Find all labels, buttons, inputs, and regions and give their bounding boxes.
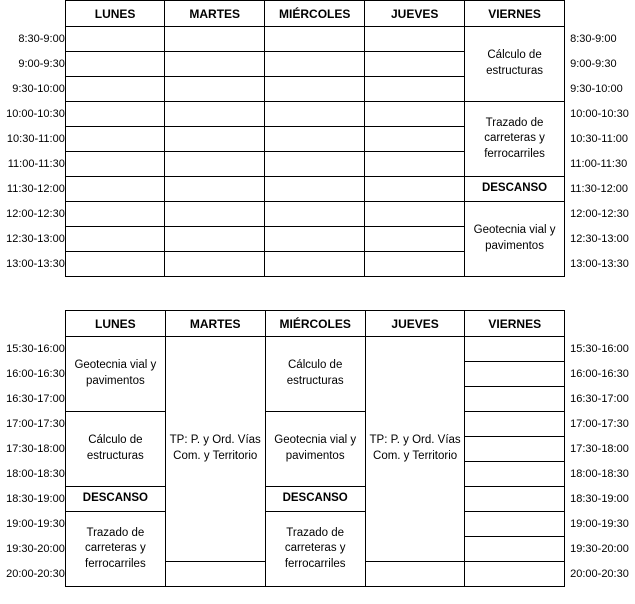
class-cell[interactable]: Trazado de carreteras y ferrocarriles — [65, 512, 165, 587]
day-header: LUNES — [65, 311, 165, 337]
time-label-left: 16:30-17:00 — [6, 393, 65, 405]
empty-cell — [365, 227, 465, 252]
time-label-left: 8:30-9:00 — [18, 33, 65, 45]
day-header: MIÉRCOLES — [265, 1, 365, 27]
empty-cell — [465, 337, 565, 362]
class-cell[interactable]: TP: P. y Ord. Vías Com. y Territorio — [365, 337, 465, 562]
empty-cell — [265, 52, 365, 77]
timetable-row — [0, 102, 635, 127]
empty-cell — [265, 252, 365, 277]
time-label-right: 18:00-18:30 — [570, 468, 629, 480]
afternoon-timetable — [0, 310, 635, 587]
time-label-left: 9:30-10:00 — [12, 83, 65, 95]
empty-cell — [65, 252, 165, 277]
time-label-left: 11:30-12:00 — [6, 183, 65, 195]
empty-cell — [65, 177, 165, 202]
time-label-right: 9:30-10:00 — [570, 83, 623, 95]
empty-cell — [465, 437, 565, 462]
empty-cell — [465, 487, 565, 512]
empty-cell — [265, 127, 365, 152]
empty-cell — [465, 412, 565, 437]
time-label-right: 16:30-17:00 — [570, 393, 629, 405]
timetable-row — [0, 487, 635, 512]
empty-cell — [465, 362, 565, 387]
time-label-left: 11:00-11:30 — [7, 158, 65, 170]
empty-cell — [165, 202, 265, 227]
empty-cell — [165, 252, 265, 277]
empty-cell — [165, 52, 265, 77]
class-cell[interactable]: Cálculo de estructuras — [465, 27, 565, 102]
empty-cell — [165, 227, 265, 252]
class-cell[interactable]: Cálculo de estructuras — [265, 337, 365, 412]
morning-schedule — [0, 0, 635, 277]
break-cell[interactable]: DESCANSO — [465, 177, 565, 202]
empty-cell — [465, 387, 565, 412]
break-cell[interactable]: DESCANSO — [265, 487, 365, 512]
empty-cell — [465, 562, 565, 587]
time-label-left: 13:00-13:30 — [6, 258, 65, 270]
empty-cell — [65, 77, 165, 102]
empty-cell — [165, 152, 265, 177]
empty-cell — [465, 512, 565, 537]
empty-cell — [65, 127, 165, 152]
empty-cell — [365, 127, 465, 152]
day-header: LUNES — [65, 1, 165, 27]
day-header: VIERNES — [465, 311, 565, 337]
time-label-left: 18:30-19:00 — [6, 493, 65, 505]
header-spacer-right — [565, 1, 635, 27]
time-label-right: 12:00-12:30 — [570, 208, 629, 220]
empty-cell — [265, 102, 365, 127]
time-label-right: 11:00-11:30 — [570, 158, 628, 170]
empty-cell — [65, 102, 165, 127]
empty-cell — [365, 252, 465, 277]
empty-cell — [465, 462, 565, 487]
empty-cell — [65, 52, 165, 77]
header-spacer-left — [0, 311, 65, 337]
empty-cell — [165, 27, 265, 52]
time-label-right: 9:00-9:30 — [570, 58, 617, 70]
time-label-right: 10:00-10:30 — [570, 108, 629, 120]
day-header: MIÉRCOLES — [265, 311, 365, 337]
timetable-row — [0, 412, 635, 437]
time-label-left: 20:00-20:30 — [6, 568, 65, 580]
empty-cell — [365, 202, 465, 227]
time-label-left: 12:00-12:30 — [6, 208, 65, 220]
empty-cell — [165, 127, 265, 152]
time-label-left: 17:00-17:30 — [6, 418, 65, 430]
empty-cell — [165, 77, 265, 102]
time-label-left: 9:00-9:30 — [18, 58, 65, 70]
time-label-left: 10:00-10:30 — [6, 108, 65, 120]
time-label-right: 13:00-13:30 — [570, 258, 629, 270]
header-spacer-right — [565, 311, 635, 337]
empty-cell — [265, 27, 365, 52]
time-label-right: 8:30-9:00 — [570, 33, 617, 45]
empty-cell — [165, 562, 265, 587]
empty-cell — [365, 52, 465, 77]
day-header: VIERNES — [465, 1, 565, 27]
empty-cell — [165, 102, 265, 127]
time-label-left: 15:30-16:00 — [6, 343, 65, 355]
header-spacer-left — [0, 1, 65, 27]
class-cell[interactable]: Trazado de carreteras y ferrocarriles — [465, 102, 565, 177]
timetable-row — [0, 512, 635, 537]
class-cell[interactable]: Geotecnia vial y pavimentos — [65, 337, 165, 412]
timetable-row — [0, 177, 635, 202]
day-header: JUEVES — [365, 1, 465, 27]
time-label-left: 19:30-20:00 — [6, 543, 65, 555]
class-cell[interactable]: TP: P. y Ord. Vías Com. y Territorio — [165, 337, 265, 562]
day-header: MARTES — [165, 1, 265, 27]
timetable-row — [0, 27, 635, 52]
empty-cell — [365, 177, 465, 202]
time-label-right: 17:00-17:30 — [570, 418, 629, 430]
day-header: MARTES — [165, 311, 265, 337]
empty-cell — [365, 27, 465, 52]
empty-cell — [65, 152, 165, 177]
empty-cell — [265, 152, 365, 177]
empty-cell — [265, 227, 365, 252]
time-label-right: 12:30-13:00 — [570, 233, 629, 245]
time-label-right: 17:30-18:00 — [570, 443, 629, 455]
time-label-left: 17:30-18:00 — [6, 443, 65, 455]
timetable-row — [0, 337, 635, 362]
break-cell[interactable]: DESCANSO — [65, 487, 165, 512]
empty-cell — [365, 562, 465, 587]
empty-cell — [165, 177, 265, 202]
afternoon-schedule — [0, 310, 635, 587]
empty-cell — [65, 27, 165, 52]
time-label-right: 19:30-20:00 — [570, 543, 629, 555]
time-label-left: 18:00-18:30 — [6, 468, 65, 480]
empty-cell — [365, 152, 465, 177]
morning-timetable — [0, 0, 635, 277]
time-label-right: 11:30-12:00 — [570, 183, 629, 195]
empty-cell — [265, 177, 365, 202]
class-cell[interactable]: Cálculo de estructuras — [65, 412, 165, 487]
time-label-right: 16:00-16:30 — [570, 368, 629, 380]
time-label-left: 12:30-13:00 — [6, 233, 65, 245]
time-label-right: 18:30-19:00 — [570, 493, 629, 505]
class-cell[interactable]: Geotecnia vial y pavimentos — [465, 202, 565, 277]
time-label-left: 16:00-16:30 — [6, 368, 65, 380]
class-cell[interactable]: Trazado de carreteras y ferrocarriles — [265, 512, 365, 587]
time-label-right: 10:30-11:00 — [570, 133, 629, 145]
time-label-left: 10:30-11:00 — [6, 133, 65, 145]
empty-cell — [265, 202, 365, 227]
empty-cell — [65, 227, 165, 252]
day-header: JUEVES — [365, 311, 465, 337]
empty-cell — [265, 77, 365, 102]
time-label-left: 19:00-19:30 — [6, 518, 65, 530]
timetable-row — [0, 202, 635, 227]
empty-cell — [365, 102, 465, 127]
empty-cell — [65, 202, 165, 227]
time-label-right: 15:30-16:00 — [570, 343, 629, 355]
time-label-right: 20:00-20:30 — [570, 568, 629, 580]
empty-cell — [365, 77, 465, 102]
class-cell[interactable]: Geotecnia vial y pavimentos — [265, 412, 365, 487]
time-label-right: 19:00-19:30 — [570, 518, 629, 530]
empty-cell — [465, 537, 565, 562]
